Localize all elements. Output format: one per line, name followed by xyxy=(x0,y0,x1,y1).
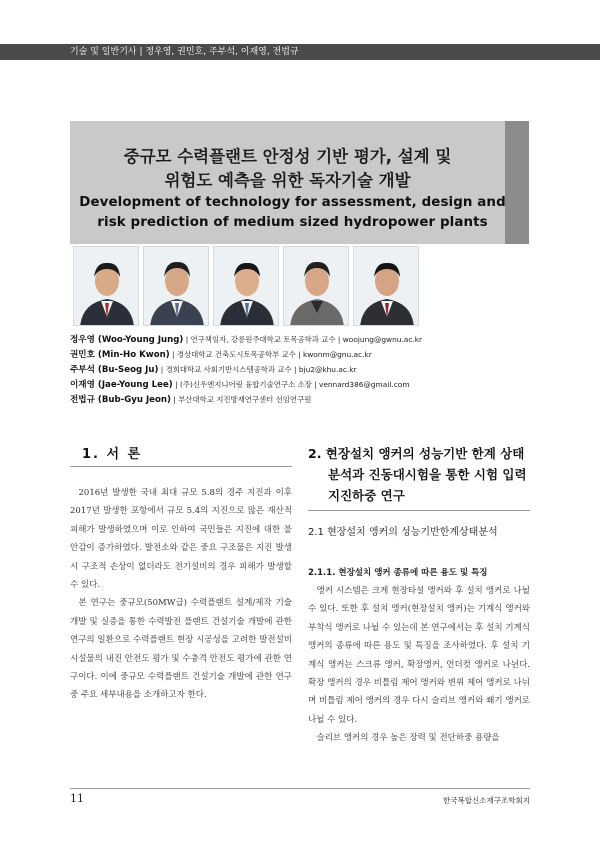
section-2-body xyxy=(308,582,530,748)
section-1-rule xyxy=(70,466,292,467)
paragraph: 본 연구는 중규모(50MW급) 수력플랜트 설계/제작 기술 개발 및 실증을 통한 수력발전 플랜트 건설기술 개발에 관한 연구의 일환으로 수력플랜트 현장 시공성을 고려한 발전설비 시설물의 내진 안전도 평가 및 수충격 안전도 평가에 관한 연구이다. 이에 중규모 수력플랜트 건설기술 개발에 관한 연구 중 주요 세부내용을 소개하고자 한다. xyxy=(70,598,292,701)
author-name: 주부석 (Bu-Seog Ju) xyxy=(70,365,159,375)
author-entry xyxy=(70,363,357,375)
subsection-title: 2.1 현장설치 앵커의 성능기반한계상태분석 xyxy=(308,527,498,538)
author-photo-1 xyxy=(73,246,139,326)
author-entry xyxy=(70,333,422,345)
section-2-title xyxy=(308,443,527,506)
author-name: 권민호 (Min-Ho Kwon) xyxy=(70,350,170,360)
author-name: 이재영 (Jae-Young Lee) xyxy=(70,380,173,390)
running-header: 기술 및 일반기사 | 정우영, 권민호, 주부석, 이재영, 전법규 xyxy=(70,47,299,57)
author-entry xyxy=(70,393,311,405)
author-affiliation: | 경상대학교 건축도시토목공학부 교수 | kwonm@gnu.ac.kr xyxy=(169,350,372,359)
title-english-line2: risk prediction of medium sized hydropower plants xyxy=(97,215,488,230)
section-2-rule xyxy=(308,510,530,511)
section-1-body xyxy=(70,484,292,705)
author-entry xyxy=(70,348,372,360)
title-korean-line1: 중규모 수력플랜트 안정성 기반 평가, 설계 및 xyxy=(123,147,452,166)
paragraph: 2016년 발생한 국내 최대 규모 5.8의 경주 지진과 이후 2017년 발생한 포항에서 규모 5.4의 지진으로 많은 재산적 피해가 발생하였으며 이로 인하여 국민들은 지진에 대한 불안감이 증가하였다. 발전소와 같은 중요 구조물은 지진 발생 시 구조적 손상이 없더라도 전기설비의 경우 피해가 발생할 수 있다. xyxy=(70,488,292,591)
footer-rule xyxy=(70,788,530,789)
section-1-title: 1. 서 론 xyxy=(82,447,143,462)
author-name: 정우영 (Woo-Young Jung) xyxy=(70,335,184,345)
paragraph: 슬리브 앵커의 경우 높은 장력 및 전단하중 용량을 xyxy=(316,733,500,744)
author-photo-4 xyxy=(283,246,349,326)
author-affiliation: | (주)신우엔지니어링 융합기술연구소 소장 | vennard386@gmail.com xyxy=(172,380,410,389)
subsubsection-title: 2.1.1. 현장설치 앵커 종류에 따른 용도 및 특징 xyxy=(308,568,488,578)
author-affiliation: | 경희대학교 사회기반시스템공학과 교수 | bju2@khu.ac.kr xyxy=(158,365,357,374)
page-number: 11 xyxy=(70,792,84,805)
author-photo-2 xyxy=(143,246,209,326)
author-photo-3 xyxy=(213,246,279,326)
section-2-title-line2: 분석과 진동대시험을 통한 시험 입력 xyxy=(328,467,527,482)
title-english-line1: Development of technology for assessment, design and xyxy=(79,195,506,210)
section-2-title-line1: 2. 현장설치 앵커의 성능기반 한계 상태 xyxy=(308,446,525,461)
title-korean-line2: 위험도 예측을 위한 독자기술 개발 xyxy=(164,171,411,190)
author-affiliation: | 부산대학교 지진방재연구센터 선임연구원 xyxy=(170,395,312,404)
author-name: 전법규 (Bub-Gyu Jeon) xyxy=(70,395,171,405)
journal-name: 한국복합신소재구조학회지 xyxy=(443,796,530,805)
paragraph: 앵커 시스템은 크게 현장타설 앵커와 후 설치 앵커로 나뉠 수 있다. 또한 후 설치 앵커(현장설치 앵커)는 기계식 앵커와 부착식 앵커로 나뉠 수 있는데 본 연구에서는 후 설치 기계식 앵커의 종류에 따른 용도 및 특징을 조사하였다. 후 설치 기계식 앵커는 스크류 앵커, 확장앵커, 언더컷 앵커로 나뉜다. 확장 앵커의 경우 비틀림 제어 앵커와 변위 제어 앵커로 나뉘며 비틀림 제어 앵커의 경우 다시 슬리브 앵커와 쐐기 앵커로 나뉠 수 있다. xyxy=(308,586,530,725)
author-entry xyxy=(70,378,410,390)
author-affiliation: | 연구책임자, 강릉원주대학교 토목공학과 교수 | woojung@gwnu.ac.kr xyxy=(183,335,423,344)
section-2-title-line3: 지진하중 연구 xyxy=(328,488,405,503)
author-photo-5 xyxy=(353,246,419,326)
